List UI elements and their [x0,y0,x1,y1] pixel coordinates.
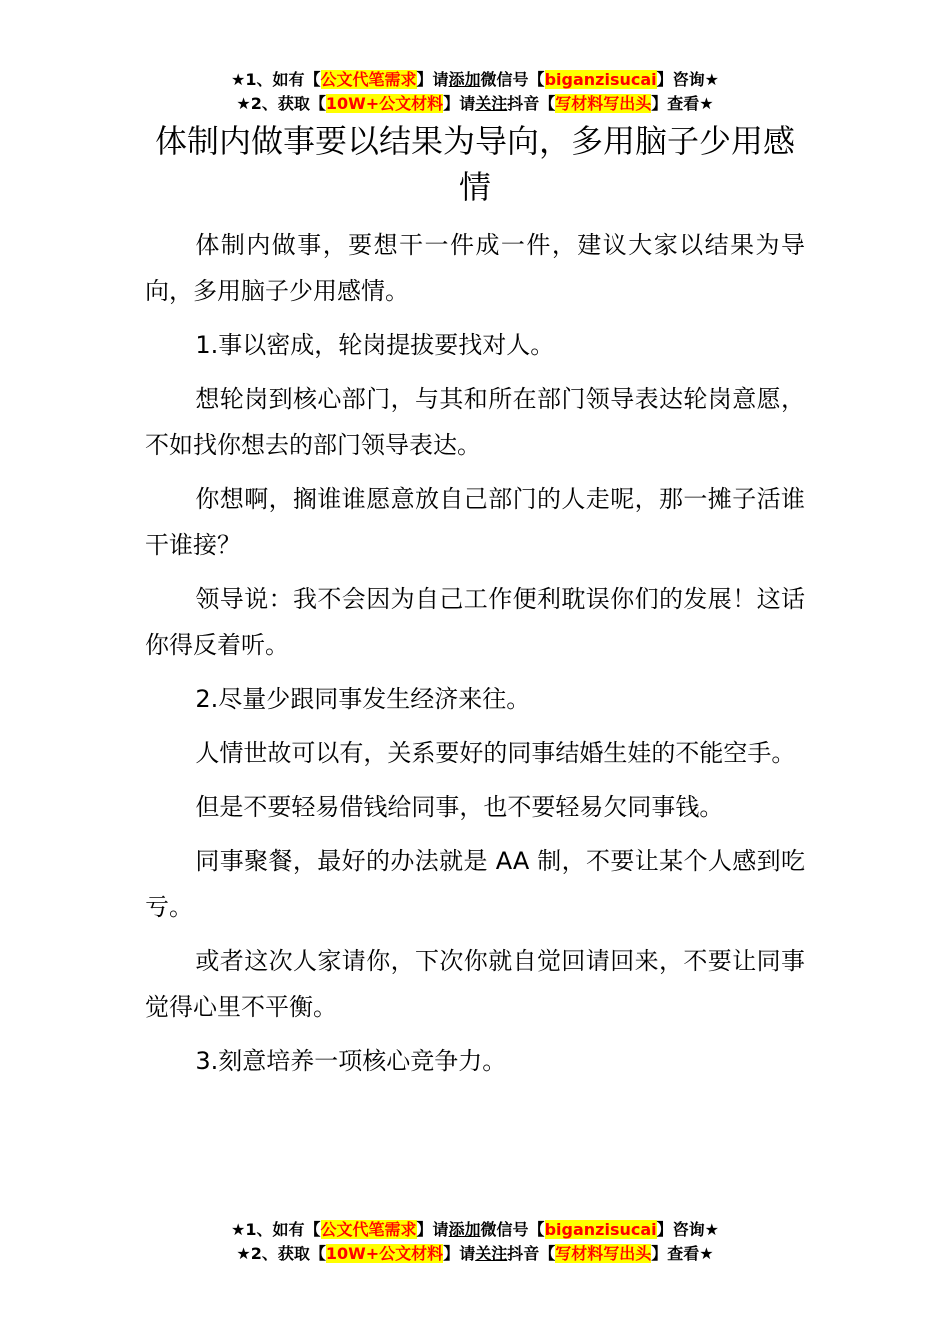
section-heading: 3.刻意培养一项核心竞争力。 [195,1047,507,1075]
promo-highlight-douyin-id: 写材料写出头 [555,94,652,113]
promo-underline-follow: 关注 [475,1244,508,1263]
promo-text: 】查看★ [651,94,714,113]
paragraph: 人情世故可以有，关系要好的同事结婚生娃的不能空手。 [195,739,796,767]
promo-highlight-wechat-id: biganzisucai [544,1220,657,1239]
promo-highlight-service: 公文代笔需求 [320,1220,417,1239]
promo-line-1 [0,68,950,92]
document-body [145,222,805,1092]
promo-underline-follow: 关注 [475,94,508,113]
promo-underline-add: 添加 [448,1220,481,1239]
promo-text: ★2、获取【 [236,94,326,113]
promo-line-1 [0,1218,950,1242]
paragraph: 同事聚餐，最好的办法就是 AA 制，不要让某个人感到吃亏。 [145,847,805,921]
promo-text: 微信号【 [480,70,545,89]
promo-highlight-douyin-id: 写材料写出头 [555,1244,652,1263]
promo-text: 】请 [416,1220,449,1239]
promo-highlight-materials: 10W+公文材料 [325,94,444,113]
header-promo-banner [0,68,950,116]
promo-text: ★1、如有【 [231,1220,321,1239]
document-title: 体制内做事要以结果为导向，多用脑子少用感情 [154,122,795,206]
promo-highlight-wechat-id: biganzisucai [544,70,657,89]
promo-text: ★1、如有【 [231,70,321,89]
promo-text: 】请 [416,70,449,89]
promo-text: 】查看★ [651,1244,714,1263]
section-heading: 2.尽量少跟同事发生经济来往。 [195,685,531,713]
promo-line-2 [0,1242,950,1266]
footer-promo-banner [0,1218,950,1266]
promo-text: 】咨询★ [656,1220,719,1239]
promo-text: 微信号【 [480,1220,545,1239]
promo-highlight-materials: 10W+公文材料 [325,1244,444,1263]
promo-text: ★2、获取【 [236,1244,326,1263]
paragraph: 体制内做事，要想干一件成一件，建议大家以结果为导向，多用脑子少用感情。 [145,231,805,305]
section-heading: 1.事以密成，轮岗提拔要找对人。 [195,331,555,359]
promo-text: 】请 [443,94,476,113]
paragraph: 但是不要轻易借钱给同事，也不要轻易欠同事钱。 [195,793,724,821]
paragraph: 想轮岗到核心部门，与其和所在部门领导表达轮岗意愿，不如找你想去的部门领导表达。 [145,385,805,459]
paragraph: 或者这次人家请你，下次你就自觉回请回来，不要让同事觉得心里不平衡。 [145,947,805,1021]
promo-text: 抖音【 [507,94,556,113]
promo-highlight-service: 公文代笔需求 [320,70,417,89]
paragraph: 领导说：我不会因为自己工作便利耽误你们的发展！这话你得反着听。 [145,585,805,659]
promo-text: 】咨询★ [656,70,719,89]
promo-line-2 [0,92,950,116]
promo-underline-add: 添加 [448,70,481,89]
promo-text: 】请 [443,1244,476,1263]
promo-text: 抖音【 [507,1244,556,1263]
paragraph: 你想啊，搁谁谁愿意放自己部门的人走呢，那一摊子活谁干谁接？ [145,485,805,559]
